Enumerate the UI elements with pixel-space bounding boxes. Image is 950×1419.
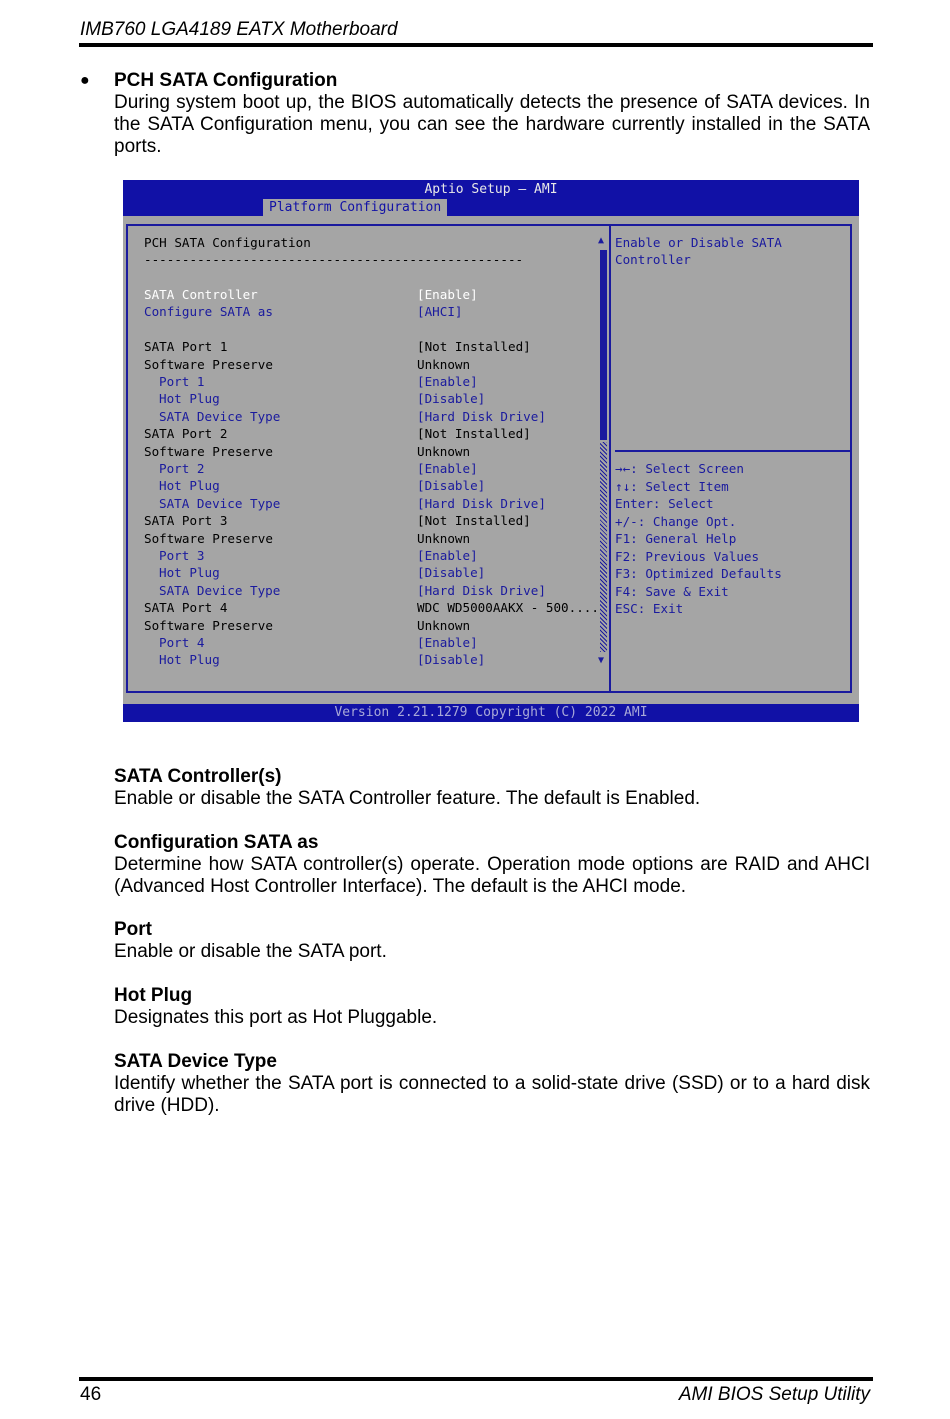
- bios-setting-value: WDC WD5000AAKX - 500....: [417, 600, 599, 616]
- scrollbar-track[interactable]: [600, 442, 607, 652]
- bios-setting-label: SATA Port 2: [144, 426, 228, 442]
- bios-setting-label: Software Preserve: [144, 443, 273, 459]
- section-intro-text: During system boot up, the BIOS automatically detects the presence of SATA devices. In the SATA Configuration menu, you can see the hardware currently installed in the SATA ports.: [114, 92, 870, 157]
- bios-setting-label: SATA Port 4: [144, 600, 228, 616]
- bios-setting-value[interactable]: [Enable]: [417, 287, 478, 302]
- bios-setting-value[interactable]: [Disable]: [417, 565, 486, 581]
- bios-setting-value: Unknown: [417, 617, 471, 633]
- bios-setting-row[interactable]: [123, 373, 603, 390]
- description-item: [114, 919, 870, 963]
- bios-title-bar: [123, 180, 859, 216]
- key-legend-item: Enter: Select: [615, 496, 714, 511]
- key-legend-item: ↑↓: Select Item: [615, 478, 729, 494]
- bios-setting-row: [123, 356, 603, 373]
- bios-setting-label: Hot Plug: [159, 565, 220, 581]
- bios-setting-value: [Not Installed]: [417, 426, 531, 442]
- bios-setting-value[interactable]: [Hard Disk Drive]: [417, 582, 546, 598]
- bios-setting-value[interactable]: [AHCI]: [417, 304, 463, 320]
- bios-setting-value[interactable]: [Enable]: [417, 374, 478, 389]
- bios-setting-row[interactable]: [123, 634, 603, 651]
- bios-setting-value[interactable]: [Enable]: [417, 635, 478, 650]
- description-title: Configuration SATA as: [114, 832, 319, 853]
- bios-setting-value: [Not Installed]: [417, 513, 531, 529]
- bios-setting-value[interactable]: [Enable]: [417, 461, 478, 476]
- bios-setting-label: Hot Plug: [159, 478, 220, 494]
- tab-platform-configuration[interactable]: Platform Configuration: [263, 199, 447, 216]
- bios-setting-value[interactable]: [Hard Disk Drive]: [417, 408, 546, 424]
- bios-setting-label: Hot Plug: [159, 652, 220, 668]
- bios-setting-row: [123, 443, 603, 460]
- bios-setting-label: SATA Device Type: [159, 408, 281, 424]
- bios-setting-label: SATA Device Type: [159, 495, 281, 511]
- key-legend-item: F4: Save & Exit: [615, 583, 729, 599]
- description-title: Port: [114, 919, 152, 940]
- bios-setting-row: [123, 321, 603, 338]
- key-legend-item: ESC: Exit: [615, 601, 684, 616]
- description-title: SATA Device Type: [114, 1051, 277, 1072]
- bios-setting-value: [Not Installed]: [417, 339, 531, 355]
- bios-setting-row: [123, 512, 603, 529]
- bios-setting-value: Unknown: [417, 443, 471, 459]
- footer-rule: [79, 1377, 873, 1381]
- page-number: 46: [80, 1384, 102, 1405]
- description-item: [114, 832, 870, 898]
- key-legend-item: →←: Select Screen: [615, 461, 744, 476]
- bios-setting-value[interactable]: [Disable]: [417, 652, 486, 668]
- scroll-down-arrow-icon[interactable]: ▼: [598, 655, 605, 666]
- bios-setting-row: [123, 530, 603, 547]
- description-item: [114, 1051, 870, 1117]
- bios-setting-row: [123, 425, 603, 442]
- bios-setting-row[interactable]: [123, 303, 603, 320]
- bios-setting-row[interactable]: [123, 477, 603, 494]
- key-legend-item: F1: General Help: [615, 531, 737, 546]
- bios-setting-label: Port 4: [159, 635, 205, 650]
- bios-setting-row[interactable]: [123, 547, 603, 564]
- description-text: Enable or disable the SATA port.: [114, 941, 387, 962]
- bios-setting-value: Unknown: [417, 530, 471, 546]
- bios-version: Version 2.21.1279 Copyright (C) 2022 AMI: [123, 704, 859, 722]
- key-legend-item: F3: Optimized Defaults: [615, 566, 782, 581]
- bios-setting-label: SATA Controller: [144, 287, 258, 302]
- bios-setting-row[interactable]: [123, 651, 603, 668]
- bios-setting-label: Hot Plug: [159, 391, 220, 407]
- bios-divider: [609, 224, 611, 693]
- bios-screenshot: [123, 180, 859, 722]
- bios-setting-label: SATA Port 3: [144, 513, 228, 529]
- bios-title: Aptio Setup – AMI: [424, 182, 558, 197]
- bios-heading: PCH SATA Configuration: [144, 235, 311, 250]
- page-header-title: IMB760 LGA4189 EATX Motherboard: [80, 19, 398, 40]
- bios-setting-label: Port 3: [159, 548, 205, 563]
- bios-setting-value[interactable]: [Hard Disk Drive]: [417, 495, 546, 511]
- bios-setting-row[interactable]: [123, 582, 603, 599]
- bios-setting-value[interactable]: [Disable]: [417, 478, 486, 494]
- help-divider: [615, 450, 850, 452]
- bios-setting-row: [123, 599, 603, 616]
- bios-setting-label: Software Preserve: [144, 356, 273, 372]
- bios-setting-row: [123, 338, 603, 355]
- bios-setting-row: [123, 617, 603, 634]
- key-legend: [615, 460, 850, 618]
- bios-setting-label: Port 1: [159, 374, 205, 389]
- bios-setting-row[interactable]: [123, 408, 603, 425]
- bios-setting-label: Port 2: [159, 461, 205, 476]
- description-item: [114, 766, 870, 810]
- description-text: Designates this port as Hot Pluggable.: [114, 1007, 438, 1028]
- description-item: [114, 985, 870, 1029]
- bios-setting-label: SATA Device Type: [159, 582, 281, 598]
- description-title: SATA Controller(s): [114, 766, 282, 787]
- bios-setting-row[interactable]: [123, 495, 603, 512]
- bios-setting-label: SATA Port 1: [144, 339, 228, 355]
- description-text: Determine how SATA controller(s) operate. Operation mode options are RAID and AHCI (Advanced Host Controller Interface). The default is the AHCI mode.: [114, 854, 870, 897]
- bios-setting-value[interactable]: [Enable]: [417, 548, 478, 563]
- scrollbar-thumb[interactable]: [600, 250, 607, 440]
- bios-setting-label: Software Preserve: [144, 617, 273, 633]
- key-legend-item: +/-: Change Opt.: [615, 513, 737, 529]
- key-legend-item: F2: Previous Values: [615, 548, 760, 564]
- footer-title: AMI BIOS Setup Utility: [678, 1384, 870, 1405]
- description-text: Enable or disable the SATA Controller feature. The default is Enabled.: [114, 788, 701, 809]
- bios-setting-value[interactable]: [Disable]: [417, 391, 486, 407]
- bios-separator: --------------------------------------------------: [144, 252, 524, 267]
- bios-setting-row[interactable]: [123, 564, 603, 581]
- bios-setting-row[interactable]: [123, 286, 603, 303]
- bullet-icon: ●: [80, 72, 90, 89]
- scroll-up-arrow-icon[interactable]: ▲: [598, 235, 605, 246]
- description-text: Identify whether the SATA port is connected to a solid-state drive (SSD) or to a hard disk drive (HDD).: [114, 1073, 870, 1116]
- header-rule: [79, 43, 873, 47]
- bios-setting-value: Unknown: [417, 356, 471, 372]
- bios-setting-row[interactable]: [123, 460, 603, 477]
- bios-setting-label: Software Preserve: [144, 530, 273, 546]
- description-title: Hot Plug: [114, 985, 193, 1006]
- section-title: PCH SATA Configuration: [114, 70, 338, 91]
- bios-help-text: Enable or Disable SATA Controller: [615, 235, 782, 267]
- bios-setting-row[interactable]: [123, 390, 603, 407]
- bios-setting-label: Configure SATA as: [144, 304, 273, 320]
